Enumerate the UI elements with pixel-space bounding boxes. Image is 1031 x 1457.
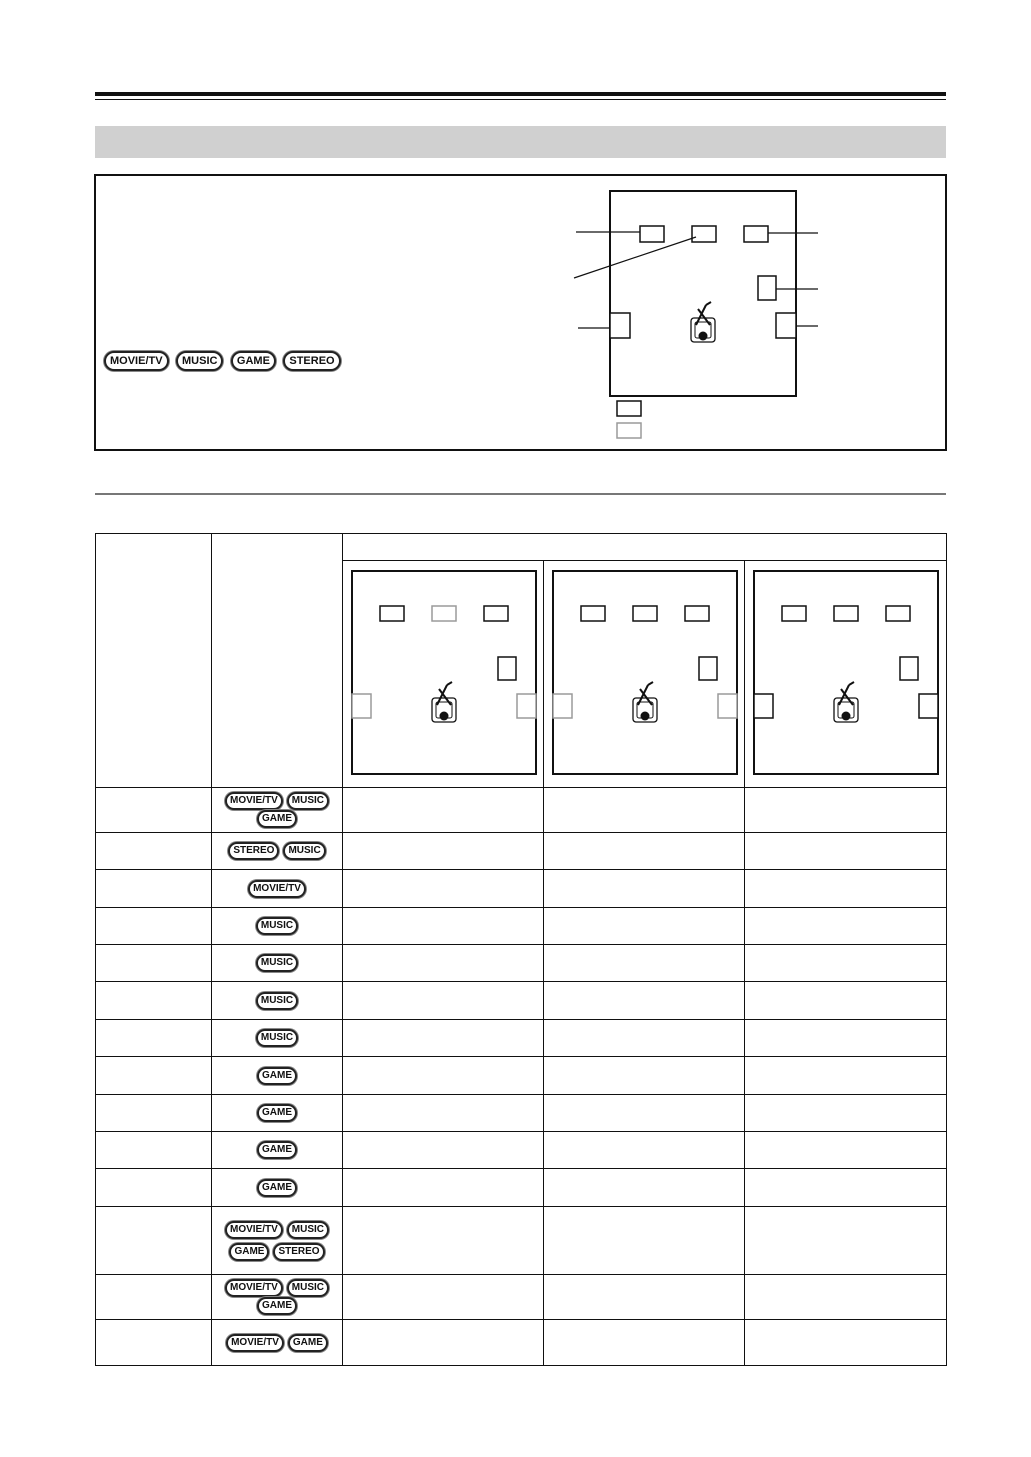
speaker-config-diagram-3 xyxy=(745,561,947,787)
mode-buttons-cell xyxy=(212,833,343,870)
button-line xyxy=(212,1221,342,1239)
speaker-config-value-cell xyxy=(745,1275,947,1320)
center-speaker-faded xyxy=(432,606,456,621)
speaker-config-diagram-1 xyxy=(343,561,544,787)
game-button-icon: GAME xyxy=(257,1179,297,1197)
game-button-icon: GAME xyxy=(257,1297,297,1315)
movie-tv-button-icon: MOVIE/TV xyxy=(104,351,169,371)
section-divider xyxy=(95,493,946,495)
surround-left-speaker-faded xyxy=(553,694,572,718)
mode-name-cell xyxy=(96,1095,212,1132)
surround-right-speaker-faded xyxy=(517,694,536,718)
speaker-config-value-cell xyxy=(544,1020,745,1057)
speaker-config-value-cell xyxy=(544,1320,745,1366)
surround-left-speaker-faded xyxy=(352,694,371,718)
mode-buttons-cell xyxy=(212,1207,343,1275)
game-button-icon: GAME xyxy=(257,810,297,828)
speaker-config-value-cell xyxy=(343,908,544,945)
speaker-config-value-cell xyxy=(544,1207,745,1275)
legend-faded-speaker-icon xyxy=(617,423,641,438)
mode-name-cell xyxy=(96,1057,212,1095)
front-right-speaker xyxy=(484,606,508,621)
movie-tv-button-icon: MOVIE/TV xyxy=(225,1221,283,1239)
speaker-config-value-cell xyxy=(745,870,947,908)
table-row xyxy=(96,908,947,945)
mode-name-cell xyxy=(96,788,212,833)
movie-tv-button-icon: MOVIE/TV xyxy=(248,880,306,898)
stereo-button-icon: STEREO xyxy=(228,842,279,860)
game-button-icon: GAME xyxy=(257,1067,297,1085)
surround-right-speaker-faded xyxy=(718,694,737,718)
game-button-icon: GAME xyxy=(257,1141,297,1159)
button-line xyxy=(212,954,342,972)
table-row xyxy=(96,833,947,870)
center-speaker xyxy=(633,606,657,621)
mode-name-cell xyxy=(96,945,212,982)
table-row xyxy=(96,1275,947,1320)
music-button-icon: MUSIC xyxy=(283,842,325,860)
listener-chair-icon xyxy=(432,682,456,722)
front-right-speaker xyxy=(744,226,768,242)
music-button-icon: MUSIC xyxy=(287,1279,329,1297)
section-title-band xyxy=(95,126,946,158)
speaker-config-value-cell xyxy=(343,1020,544,1057)
mode-name-cell xyxy=(96,1020,212,1057)
speaker-config-cell-3 xyxy=(745,561,947,788)
mode-name-cell xyxy=(96,1169,212,1207)
music-button-icon: MUSIC xyxy=(287,792,329,810)
table-row xyxy=(96,982,947,1020)
speaker-config-value-cell xyxy=(745,908,947,945)
subwoofer-speaker xyxy=(758,276,776,300)
speaker-config-value-cell xyxy=(343,833,544,870)
listening-mode-table xyxy=(95,533,947,1366)
speaker-config-value-cell xyxy=(544,1169,745,1207)
game-button-icon: GAME xyxy=(288,1334,328,1352)
speaker-config-value-cell xyxy=(544,1132,745,1169)
music-button-icon: MUSIC xyxy=(256,917,298,935)
legend-solid-speaker-icon xyxy=(617,401,641,416)
mode-buttons-cell xyxy=(212,1320,343,1366)
button-line xyxy=(212,880,342,898)
button-line xyxy=(212,917,342,935)
speaker-config-value-cell xyxy=(544,908,745,945)
speaker-config-value-cell xyxy=(745,788,947,833)
movie-tv-button-icon: MOVIE/TV xyxy=(226,1334,284,1352)
speaker-config-value-cell xyxy=(745,1095,947,1132)
speaker-config-header xyxy=(343,534,947,561)
button-line xyxy=(212,1141,342,1159)
header-rule-thick xyxy=(95,92,946,96)
speaker-config-value-cell xyxy=(343,1275,544,1320)
game-button-icon: GAME xyxy=(257,1104,297,1122)
surround-right-speaker xyxy=(919,694,938,718)
listener-chair-icon xyxy=(633,682,657,722)
subwoofer-speaker xyxy=(498,657,516,680)
front-left-speaker xyxy=(380,606,404,621)
stereo-button-icon: STEREO xyxy=(283,351,340,371)
speaker-config-value-cell xyxy=(745,1057,947,1095)
music-button-icon: MUSIC xyxy=(256,954,298,972)
table-row xyxy=(96,1095,947,1132)
speaker-config-value-cell xyxy=(745,833,947,870)
subwoofer-speaker xyxy=(699,657,717,680)
speaker-layout-diagram xyxy=(560,185,850,445)
mode-name-cell xyxy=(96,870,212,908)
center-speaker xyxy=(692,226,716,242)
game-button-icon: GAME xyxy=(231,351,276,371)
mode-buttons-cell xyxy=(212,1169,343,1207)
callout-line xyxy=(574,237,696,278)
music-button-icon: MUSIC xyxy=(256,1029,298,1047)
mode-buttons-cell xyxy=(212,982,343,1020)
surround-left-speaker xyxy=(754,694,773,718)
speaker-config-value-cell xyxy=(745,1020,947,1057)
mode-buttons-cell xyxy=(212,1057,343,1095)
music-button-icon: MUSIC xyxy=(176,351,223,371)
speaker-config-value-cell xyxy=(544,1275,745,1320)
mode-name-cell xyxy=(96,833,212,870)
listening-mode-buttons xyxy=(104,351,344,371)
surround-left-speaker xyxy=(610,313,630,338)
speaker-config-value-cell xyxy=(343,1207,544,1275)
button-header xyxy=(212,534,343,788)
header-rule-thin xyxy=(95,99,946,100)
mode-buttons-cell xyxy=(212,870,343,908)
speaker-config-value-cell xyxy=(745,1132,947,1169)
speaker-config-value-cell xyxy=(343,982,544,1020)
speaker-config-value-cell xyxy=(745,1169,947,1207)
table-row xyxy=(96,1320,947,1366)
mode-name-cell xyxy=(96,908,212,945)
speaker-config-value-cell xyxy=(343,1169,544,1207)
front-right-speaker xyxy=(886,606,910,621)
speaker-config-value-cell xyxy=(343,1057,544,1095)
button-line xyxy=(212,1029,342,1047)
speaker-config-value-cell xyxy=(745,1320,947,1366)
speaker-config-value-cell xyxy=(745,982,947,1020)
speaker-config-value-cell xyxy=(544,870,745,908)
button-line xyxy=(212,1067,342,1085)
mode-name-cell xyxy=(96,982,212,1020)
speaker-config-value-cell xyxy=(343,1095,544,1132)
mode-name-header xyxy=(96,534,212,788)
mode-name-cell xyxy=(96,1207,212,1275)
button-line xyxy=(212,1243,342,1261)
movie-tv-button-icon: MOVIE/TV xyxy=(225,1279,283,1297)
table-row xyxy=(96,1207,947,1275)
mode-buttons-cell xyxy=(212,908,343,945)
surround-right-speaker xyxy=(776,313,796,338)
speaker-config-value-cell xyxy=(745,945,947,982)
button-line xyxy=(212,1179,342,1197)
mode-name-cell xyxy=(96,1320,212,1366)
button-line xyxy=(212,792,342,828)
speaker-config-diagram-2 xyxy=(544,561,745,787)
speaker-config-cell-2 xyxy=(544,561,745,788)
stereo-button-icon: STEREO xyxy=(273,1243,324,1261)
table-row xyxy=(96,870,947,908)
table-row xyxy=(96,1057,947,1095)
speaker-config-value-cell xyxy=(544,833,745,870)
speaker-config-value-cell xyxy=(544,788,745,833)
speaker-config-value-cell xyxy=(343,1132,544,1169)
game-button-icon: GAME xyxy=(229,1243,269,1261)
mode-buttons-cell xyxy=(212,1132,343,1169)
speaker-config-value-cell xyxy=(544,945,745,982)
speaker-config-value-cell xyxy=(343,1320,544,1366)
table-row xyxy=(96,945,947,982)
front-left-speaker xyxy=(581,606,605,621)
table-row xyxy=(96,1169,947,1207)
front-left-speaker xyxy=(782,606,806,621)
listener-chair-icon xyxy=(834,682,858,722)
table-row xyxy=(96,1132,947,1169)
subwoofer-speaker xyxy=(900,657,918,680)
mode-buttons-cell xyxy=(212,945,343,982)
front-right-speaker xyxy=(685,606,709,621)
mode-rows xyxy=(96,788,947,1366)
speaker-config-value-cell xyxy=(343,870,544,908)
mode-buttons-cell xyxy=(212,1095,343,1132)
button-line xyxy=(212,992,342,1010)
speaker-config-value-cell xyxy=(745,1207,947,1275)
button-line xyxy=(212,1334,342,1352)
mode-name-cell xyxy=(96,1132,212,1169)
table-row xyxy=(96,788,947,833)
mode-name-cell xyxy=(96,1275,212,1320)
mode-buttons-cell xyxy=(212,1275,343,1320)
speaker-config-value-cell xyxy=(544,1057,745,1095)
button-line xyxy=(212,1104,342,1122)
music-button-icon: MUSIC xyxy=(287,1221,329,1239)
speaker-config-value-cell xyxy=(544,1095,745,1132)
button-line xyxy=(212,1279,342,1315)
mode-buttons-cell xyxy=(212,788,343,833)
movie-tv-button-icon: MOVIE/TV xyxy=(225,792,283,810)
mode-buttons-cell xyxy=(212,1020,343,1057)
speaker-config-value-cell xyxy=(343,788,544,833)
listener-chair-icon xyxy=(691,302,715,342)
music-button-icon: MUSIC xyxy=(256,992,298,1010)
center-speaker xyxy=(834,606,858,621)
front-left-speaker xyxy=(640,226,664,242)
speaker-config-value-cell xyxy=(343,945,544,982)
speaker-config-value-cell xyxy=(544,982,745,1020)
speaker-config-cell-1 xyxy=(343,561,544,788)
table-row xyxy=(96,1020,947,1057)
button-line xyxy=(212,842,342,860)
